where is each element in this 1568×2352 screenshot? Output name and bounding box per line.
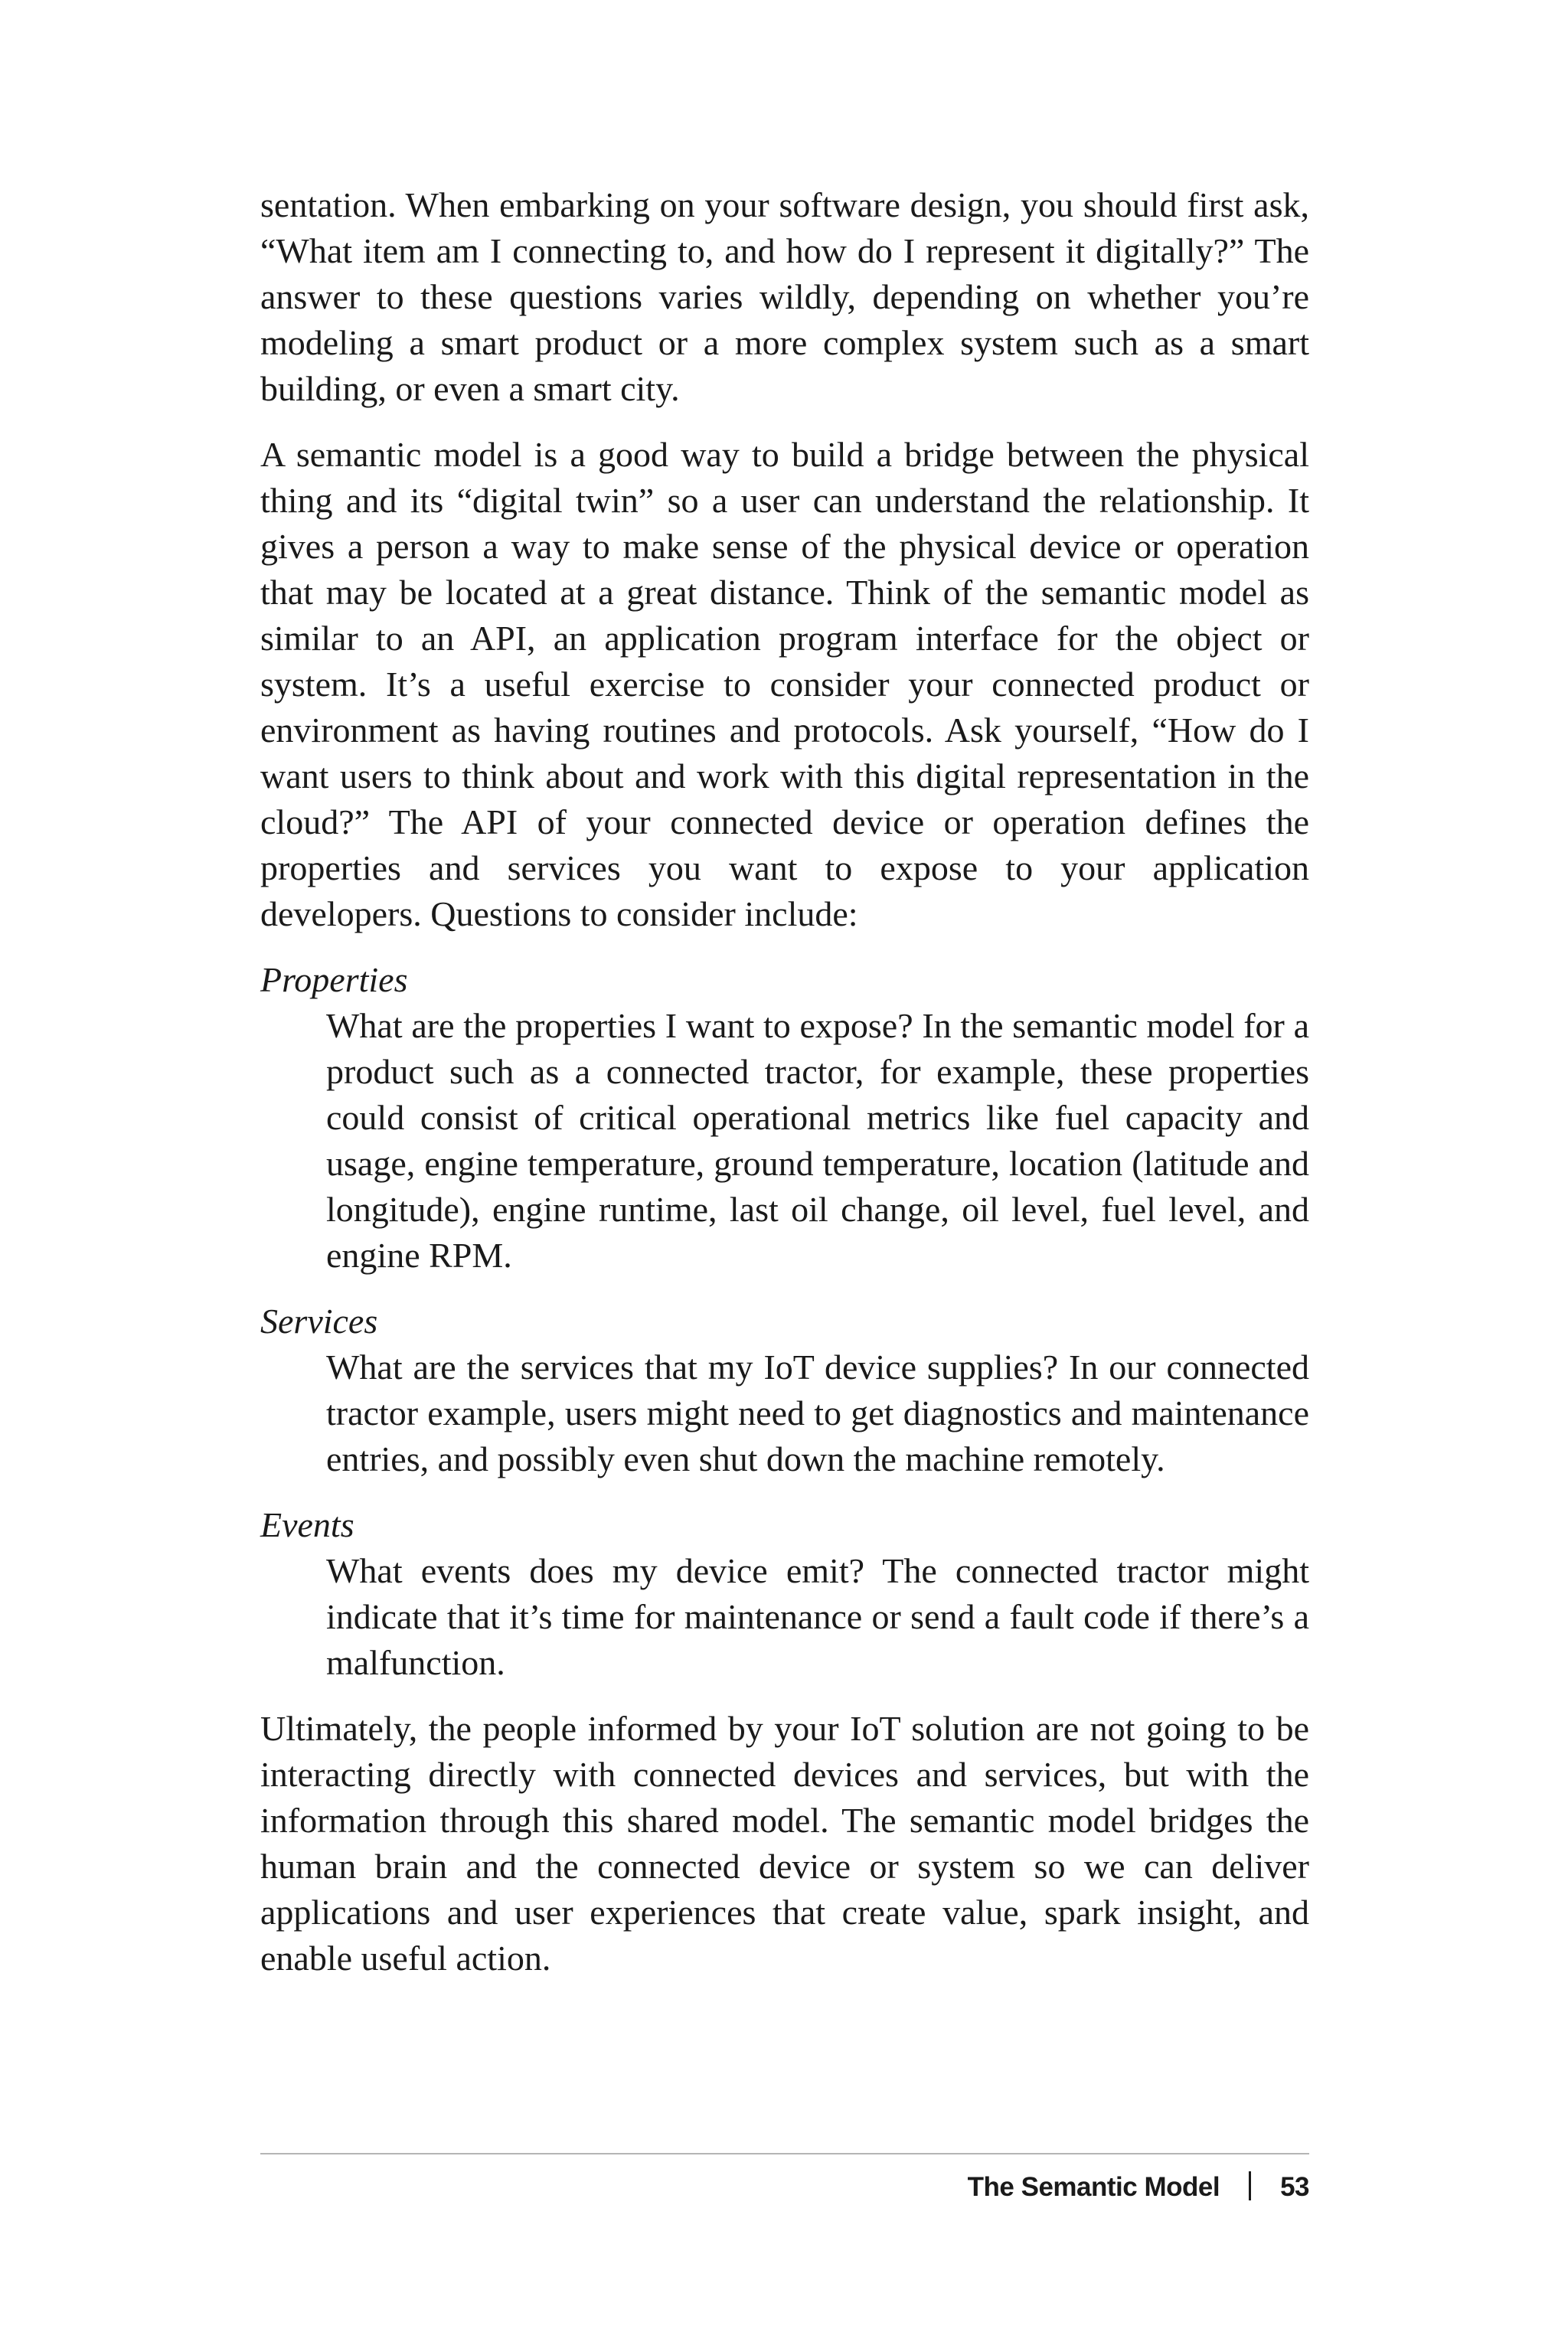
page-number: 53: [1280, 2172, 1309, 2202]
paragraph-conclusion: Ultimately, the people informed by your IoT solution are not going to be interacting directly with connected devices and services, but with the information through this shared model. The semantic model bridges the human brain and the connected device or system so we can deliver applications and user experiences that create value, spark insight, and enable useful action.: [260, 1709, 1309, 1978]
definition-events: [326, 1548, 1309, 1686]
page-body: [260, 182, 1309, 1981]
page-footer: [260, 2153, 1309, 2203]
paragraph-intro: sentation. When embarking on your software design, you should first ask, “What item am I connecting to, and how do I represent it digitally?” The answer to these questions varies wildly, depending on whether you’re modeling a smart product or a more complex system such as a smart building, or even a smart city.: [260, 185, 1309, 408]
definition-services-text: What are the services that my IoT device supplies? In our connected tractor example, users might need to get diagnostics and maintenance entries, and possibly even shut down the machine remotely.: [326, 1348, 1309, 1478]
term-properties: Properties: [260, 960, 408, 999]
definition-properties-text: What are the properties I want to expose? In the semantic model for a product such as a connected tractor, for example, these properties could consist of critical operational metrics like fuel capacity and usage, engine temperature, ground temperature, location (latitude and longitude), engine runtime, last oil change, oil level, fuel level, and engine RPM.: [326, 1006, 1309, 1275]
definition-events-text: What events does my device emit? The connected tractor might indicate that it’s time for maintenance or send a fault code if there’s a malfunction.: [326, 1551, 1309, 1682]
definition-properties: [326, 1003, 1309, 1279]
footer-separator: [1249, 2171, 1251, 2200]
definition-list: [260, 957, 1309, 1686]
footer-section-title: The Semantic Model: [967, 2172, 1220, 2202]
paragraph-semantic-model: A semantic model is a good way to build a bridge between the physical thing and its “digital twin” so a user can understand the relationship. It gives a person a way to make sense of the physical device or operation that may be located at a great distance. Think of the semantic model as similar to an API, an application program interface for the object or system. It’s a useful exercise to consider your connected product or environment as having routines and protocols. Ask yourself, “How do I want users to think about and work with this digital representation in the cloud?” The API of your connected device or operation defines the properties and services you want to expose to your application developers. Questions to consider include:: [260, 435, 1309, 933]
term-services: Services: [260, 1302, 378, 1341]
definition-services: [326, 1344, 1309, 1482]
term-events: Events: [260, 1505, 354, 1544]
